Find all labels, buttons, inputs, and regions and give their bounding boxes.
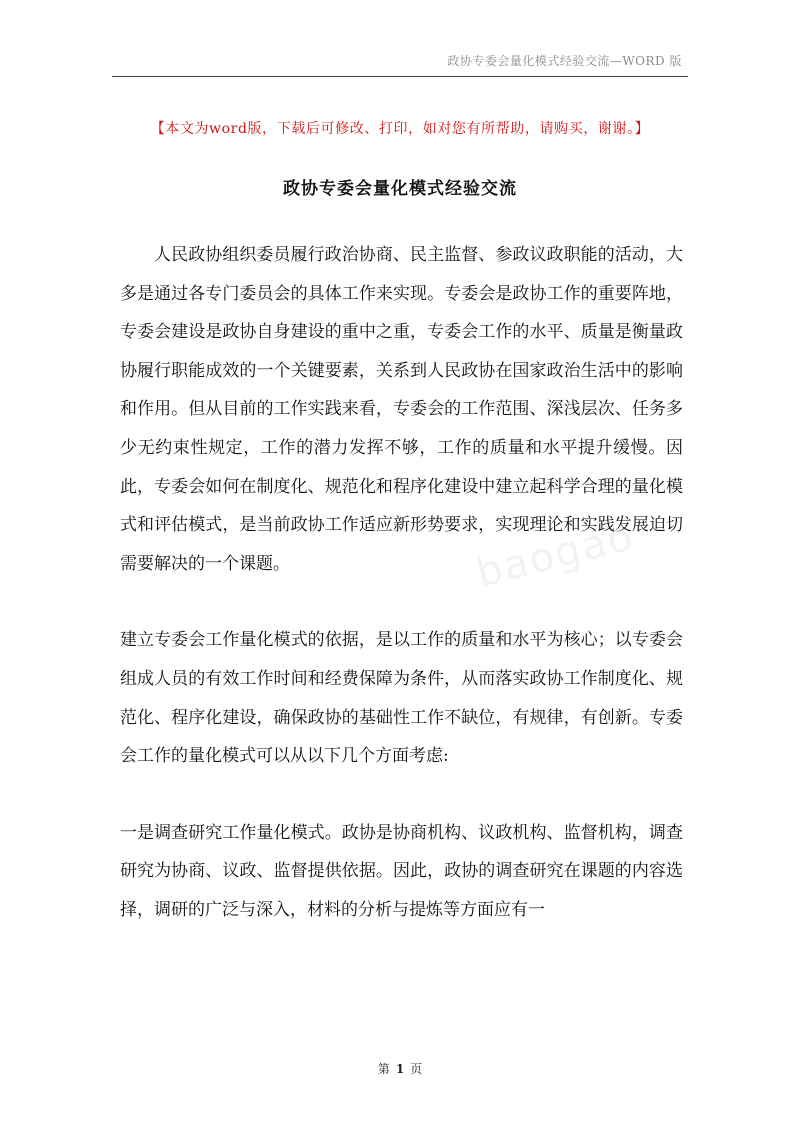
paragraph-research: 一是调查研究工作量化模式。政协是协商机构、议政机构、监督机构，调查研究为协商、议政、监督提供依据。因此，政协的调查研究在课题的内容选择，调研的广泛与深入，材料的分析与提炼等方面应有一 — [120, 822, 683, 920]
page-number: 1 — [395, 1062, 405, 1076]
paragraph-spacer — [120, 583, 683, 621]
footer-prefix: 第 — [377, 1062, 390, 1076]
page-footer — [0, 1060, 800, 1077]
document-body — [120, 236, 683, 930]
paragraph-spacer — [120, 776, 683, 814]
document-title: 政协专委会量化模式经验交流 — [283, 179, 517, 199]
running-header: 政协专委会量化模式经验交流—WORD 版 — [447, 54, 682, 68]
download-notice: 【本文为word版，下载后可修改、打印，如对您有所帮助，请购买，谢谢。】 — [150, 121, 650, 137]
paragraph-basis: 建立专委会工作量化模式的依据，是以工作的质量和水平为核心；以专委会组成人员的有效工作时间和经费保障为条件，从而落实政协工作制度化、规范化、程序化建设，确保政协的基础性工作不缺位，有规律，有创新。专委会工作的量化模式可以从以下几个方面考虑: — [120, 630, 683, 767]
watermark: baogao — [471, 513, 639, 597]
paragraph-intro: 人民政协组织委员履行政治协商、民主监督、参政议政职能的活动，大多是通过各专门委员会的具体工作来实现。专委会是政协工作的重要阵地，专委会建设是政协自身建设的重中之重，专委会工作的水平、质量是衡量政协履行职能成效的一个关键要素，关系到人民政协在国家政治生活中的影响和作用。但从目前的工作实践来看，专委会的工作范围、深浅层次、任务多少无约束性规定，工作的潜力发挥不够，工作的质量和水平提升缓慢。因此，专委会如何在制度化、规范化和程序化建设中建立起科学合理的量化模式和评估模式，是当前政协工作适应新形势要求，实现理论和实践发展迫切需要解决的一个课题。 — [120, 245, 683, 574]
header-divider — [112, 76, 688, 77]
footer-suffix: 页 — [410, 1062, 423, 1076]
